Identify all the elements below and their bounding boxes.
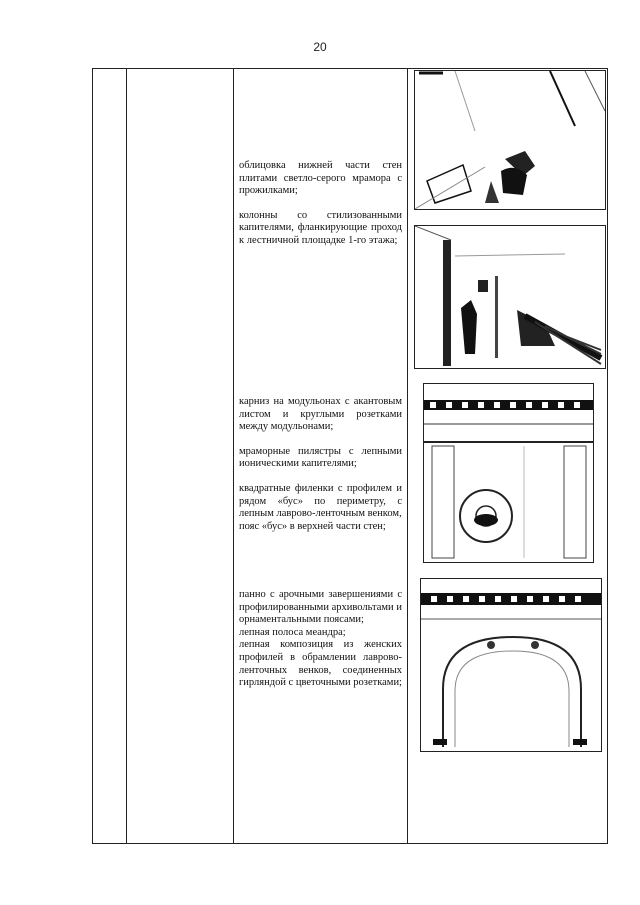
description-paragraph: панно с арочными завершениями с профилированными архивольтами и орнаментальными поясами; [239,589,402,626]
photo-interior-corridor [414,70,606,210]
description-paragraph: карниз на модульонах с акантовым листом и круглыми розетками между модульонами; [239,396,402,433]
cornice-pilasters-image [424,384,593,562]
description-paragraph: лепная полоса меандра; [239,626,346,638]
arched-panel-image [421,579,601,751]
description-paragraph: колонны со стилизованными капителями, фланкирующие проход к лестничной площадке 1-го этажа; [239,209,402,246]
column-divider-3 [407,69,408,843]
description-paragraph: облицовка нижней части стен плитами светло-серого мрамора с прожилками; [239,160,402,197]
interior-corridor-image [415,71,605,209]
row-2-description [239,396,402,545]
description-paragraph: пояс «бус» в верхней части стен; [239,520,386,532]
description-paragraph: лепная композиция из женских профилей в обрамлении лаврово-ленточных венков, соединенных гирляндой с цветочными розетками; [239,639,402,689]
photo-cornice-pilasters [423,383,594,563]
column-divider-1 [126,69,127,843]
photo-arched-panel [420,578,602,752]
page-number: 20 [313,40,327,54]
column-divider-2 [233,69,234,843]
row-1-description [239,160,402,260]
photo-staircase-columns [414,225,606,369]
staircase-image [415,226,605,368]
description-paragraph: квадратные филенки с профилем и рядом «бус» по периметру, с лепным лаврово-ленточным венком, [239,482,402,520]
row-3-description [239,589,402,690]
description-paragraph: мраморные пилястры с лепными ионическими капителями; [239,445,402,470]
